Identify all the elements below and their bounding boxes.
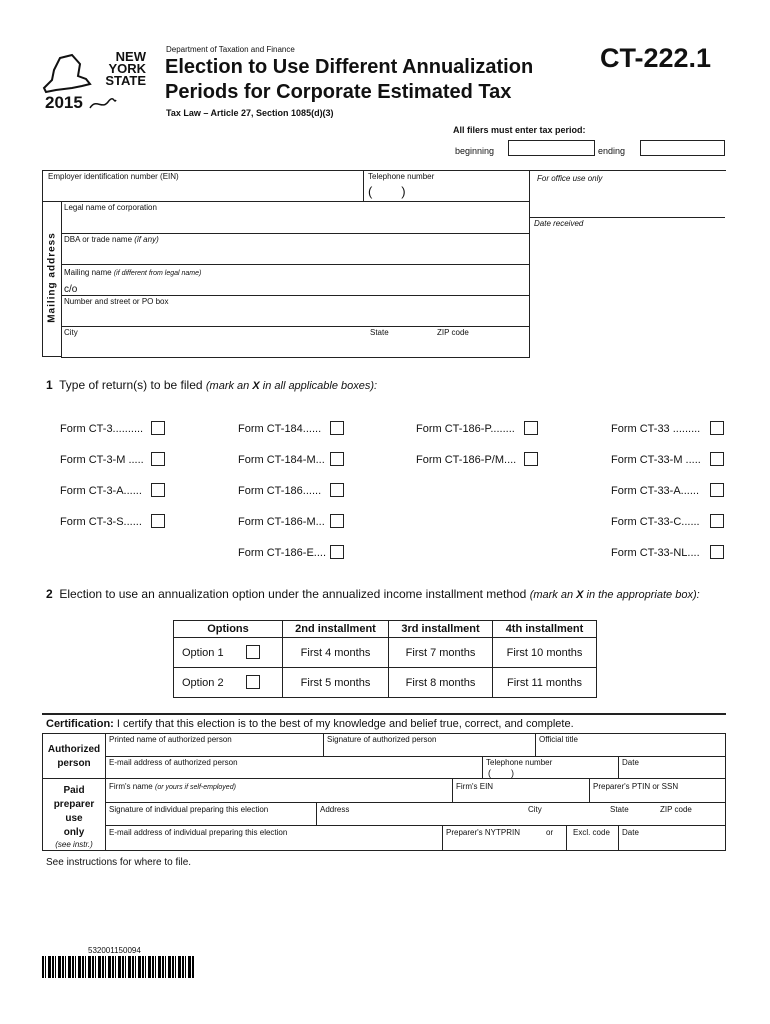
divider xyxy=(618,825,619,851)
legal-name-input[interactable] xyxy=(61,202,530,234)
form-ct33nl-label: Form CT-33-NL.... xyxy=(611,547,700,559)
form-ct3s-checkbox[interactable] xyxy=(151,514,165,528)
mailing-name-label: Mailing name (if different from legal name) xyxy=(64,268,202,277)
form-ct3-checkbox[interactable] xyxy=(151,421,165,435)
beginning-label: beginning xyxy=(455,146,495,156)
ein-input[interactable] xyxy=(42,170,364,202)
installment2-header: 2nd installment xyxy=(283,621,389,638)
city-label: City xyxy=(64,328,78,337)
barcode-number: 532001150094 xyxy=(88,946,141,955)
form-ct186m-checkbox[interactable] xyxy=(330,514,344,528)
form-number: CT-222.1 xyxy=(600,43,712,73)
printed-name-label: Printed name of authorized person xyxy=(109,735,232,744)
section-1-heading: 1 Type of return(s) to be filed (mark an X in all applicable boxes): xyxy=(46,378,378,392)
form-ct186pm-label: Form CT-186-P/M.... xyxy=(416,454,517,466)
preparer-state-label: State xyxy=(610,805,629,814)
form-ct186p-label: Form CT-186-P........ xyxy=(416,423,515,435)
form-ct33-checkbox[interactable] xyxy=(710,421,724,435)
mailing-name-input[interactable] xyxy=(61,264,530,296)
option-2-installment4: First 11 months xyxy=(493,668,597,698)
form-ct3s-label: Form CT-3-S...... xyxy=(60,516,142,528)
firm-name-label: Firm's name (or yours if self-employed) xyxy=(109,782,236,791)
beginning-date-input[interactable] xyxy=(508,140,595,156)
signature-auth-label: Signature of authorized person xyxy=(327,735,437,744)
sig-preparer-label: Signature of individual preparing this election xyxy=(109,805,269,814)
preparer-date-label: Date xyxy=(622,828,639,837)
divider xyxy=(105,825,726,826)
divider xyxy=(442,825,443,851)
divider xyxy=(105,756,726,757)
form-ct186pm-checkbox[interactable] xyxy=(524,452,538,466)
zip-label: ZIP code xyxy=(437,328,469,337)
authorized-person-label: Authorized person xyxy=(47,744,101,769)
email-auth-label: E-mail address of authorized person xyxy=(109,758,238,767)
form-title: Election to Use Different Annualization Periods for Corporate Estimated Tax xyxy=(165,56,534,103)
divider xyxy=(105,779,106,851)
option-1-installment2: First 4 months xyxy=(283,638,389,668)
firm-ein-label: Firm's EIN xyxy=(456,782,494,791)
installment3-header: 3rd installment xyxy=(389,621,493,638)
divider xyxy=(323,733,324,756)
form-year: 2015 xyxy=(45,93,83,112)
ending-date-input[interactable] xyxy=(640,140,725,156)
form-ct186e-checkbox[interactable] xyxy=(330,545,344,559)
divider xyxy=(452,779,453,802)
barcode xyxy=(42,956,194,978)
form-ct3m-checkbox[interactable] xyxy=(151,452,165,466)
excl-code-label: Excl. code xyxy=(573,828,610,837)
annualization-options-table xyxy=(173,620,597,698)
option-2-cell: Option 2 xyxy=(174,668,283,698)
form-ct33a-label: Form CT-33-A...... xyxy=(611,485,700,497)
ptin-label: Preparer's PTIN or SSN xyxy=(593,782,679,791)
option-1-row xyxy=(174,638,597,668)
form-ct186-label: Form CT-186...... xyxy=(238,485,322,497)
legal-name-label: Legal name of corporation xyxy=(64,203,157,212)
option-2-checkbox[interactable] xyxy=(246,675,260,689)
dba-label: DBA or trade name (if any) xyxy=(64,235,159,244)
option-1-cell: Option 1 xyxy=(174,638,283,668)
official-title-label: Official title xyxy=(539,735,578,744)
date-received-label: Date received xyxy=(534,219,584,228)
divider xyxy=(482,756,483,779)
certification-statement: Certification: I certify that this election is to the best of my knowledge and belief true, correct, and complete. xyxy=(46,718,574,730)
dba-input[interactable] xyxy=(61,233,530,265)
telephone-parens: ( ) xyxy=(368,184,406,199)
department-name: Department of Taxation and Finance xyxy=(166,45,295,54)
city-state-zip-input[interactable] xyxy=(61,326,530,358)
form-ct33c-checkbox[interactable] xyxy=(710,514,724,528)
state-label: State xyxy=(370,328,389,337)
form-ct33nl-checkbox[interactable] xyxy=(710,545,724,559)
form-ct33m-checkbox[interactable] xyxy=(710,452,724,466)
nys-logo-text: NEW YORK STATE xyxy=(105,49,146,88)
where-to-file-note: See instructions for where to file. xyxy=(46,857,192,868)
option-2-installment3: First 8 months xyxy=(389,668,493,698)
form-ct3a-checkbox[interactable] xyxy=(151,483,165,497)
tax-period-note: All filers must enter tax period: xyxy=(453,125,586,135)
co-label: c/o xyxy=(64,284,78,295)
preparer-zip-label: ZIP code xyxy=(660,805,692,814)
form-ct186-checkbox[interactable] xyxy=(330,483,344,497)
ny-state-map-icon xyxy=(42,52,100,98)
installment4-header: 4th installment xyxy=(493,621,597,638)
option-1-installment4: First 10 months xyxy=(493,638,597,668)
street-input[interactable] xyxy=(61,295,530,327)
divider xyxy=(105,802,726,803)
divider xyxy=(316,802,317,825)
preparer-city-label: City xyxy=(528,805,542,814)
divider xyxy=(535,733,536,756)
signature-swoosh-icon xyxy=(88,96,118,112)
office-use-label: For office use only xyxy=(537,174,603,183)
form-ct3m-label: Form CT-3-M ..... xyxy=(60,454,144,466)
certification-rule xyxy=(42,713,726,715)
form-ct184-label: Form CT-184...... xyxy=(238,423,322,435)
form-ct3-label: Form CT-3.......... xyxy=(60,423,144,435)
form-ct33c-label: Form CT-33-C...... xyxy=(611,516,700,528)
mailing-address-vertical-label: Mailing address xyxy=(46,232,58,323)
options-header: Options xyxy=(174,621,283,638)
form-ct3a-label: Form CT-3-A...... xyxy=(60,485,142,497)
ending-label: ending xyxy=(598,146,626,156)
ein-label: Employer identification number (EIN) xyxy=(48,172,179,181)
form-ct184m-label: Form CT-184-M... xyxy=(238,454,325,466)
form-ct184m-checkbox[interactable] xyxy=(330,452,344,466)
auth-telephone-parens: ( ) xyxy=(488,768,514,778)
tax-law-reference: Tax Law – Article 27, Section 1085(d)(3) xyxy=(166,108,334,118)
form-ct33a-checkbox[interactable] xyxy=(710,483,724,497)
option-2-row xyxy=(174,668,597,698)
auth-date-label: Date xyxy=(622,758,639,767)
option-1-checkbox[interactable] xyxy=(246,645,260,659)
form-ct33m-label: Form CT-33-M ..... xyxy=(611,454,701,466)
preparer-address-label: Address xyxy=(320,805,350,814)
email-preparer-label: E-mail address of individual preparing this election xyxy=(109,828,288,837)
form-ct186p-checkbox[interactable] xyxy=(524,421,538,435)
form-ct186e-label: Form CT-186-E.... xyxy=(238,547,327,559)
section-2-heading: 2 Election to use an annualization option under the annualized income installment method (mark an X in the appropriate box): xyxy=(46,587,700,601)
divider xyxy=(566,825,567,851)
divider xyxy=(589,779,590,802)
nytprin-label: Preparer's NYTPRIN xyxy=(446,828,520,837)
telephone-label: Telephone number xyxy=(368,172,435,181)
form-ct186m-label: Form CT-186-M... xyxy=(238,516,325,528)
form-ct33-label: Form CT-33 ......... xyxy=(611,423,701,435)
option-2-installment2: First 5 months xyxy=(283,668,389,698)
paid-preparer-label: Paid preparer use only (see instr.) xyxy=(53,785,95,849)
street-label: Number and street or PO box xyxy=(64,297,169,306)
option-1-installment3: First 7 months xyxy=(389,638,493,668)
divider xyxy=(618,756,619,779)
auth-telephone-label: Telephone number xyxy=(486,758,553,767)
form-ct184-checkbox[interactable] xyxy=(330,421,344,435)
or-label: or xyxy=(546,828,554,837)
